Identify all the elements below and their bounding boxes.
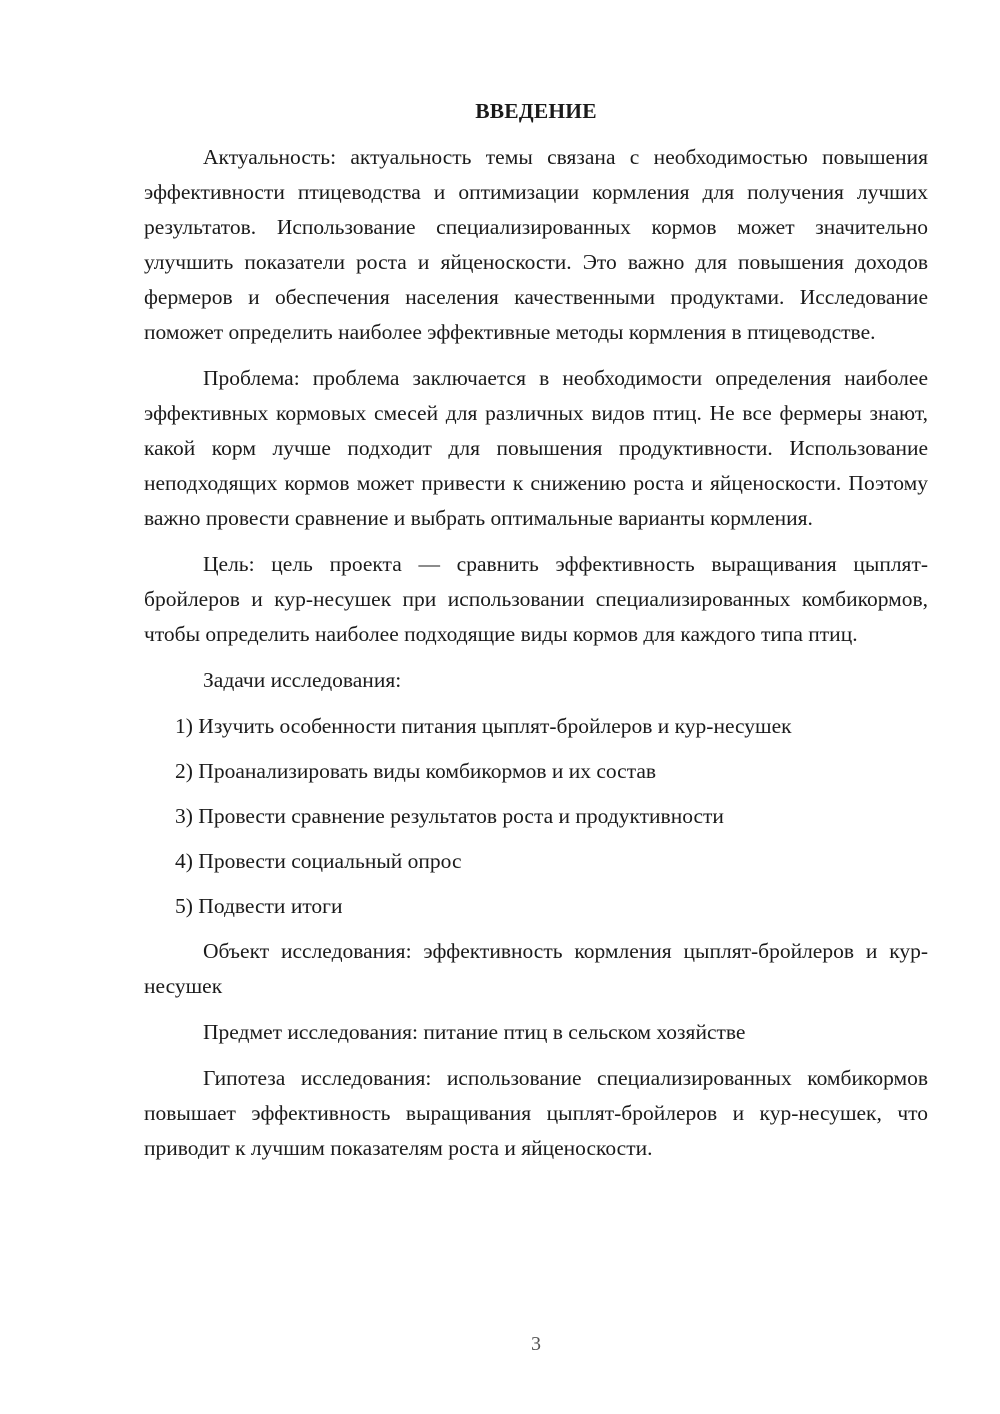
list-item xyxy=(144,844,928,879)
list-item-number: 5) xyxy=(175,894,193,918)
list-item-number: 4) xyxy=(175,849,193,873)
list-item-number: 2) xyxy=(175,759,193,783)
tasks-list xyxy=(144,709,928,924)
list-item xyxy=(144,799,928,834)
page-content xyxy=(144,96,928,1177)
paragraph-object: Объект исследования: эффективность кормления цыплят-бройлеров и кур-несушек xyxy=(144,939,928,998)
tasks-heading: Задачи исследования: xyxy=(203,668,402,692)
list-item-text: Провести социальный опрос xyxy=(198,849,462,873)
list-item xyxy=(144,709,928,744)
page-number: 3 xyxy=(531,1333,541,1355)
paragraph-hypothesis: Гипотеза исследования: использование специализированных комбикормов повышает эффективность выращивания цыплят-бройлеров и кур-несушек, что приводит к лучшим показателям роста и яйценоскости. xyxy=(144,1066,928,1160)
list-item-number: 1) xyxy=(175,714,193,738)
list-item xyxy=(144,889,928,924)
list-item-number: 3) xyxy=(175,804,193,828)
list-item-text: Провести сравнение результатов роста и продуктивности xyxy=(198,804,724,828)
paragraph-problem: Проблема: проблема заключается в необходимости определения наиболее эффективных кормовых смесей для различных видов птиц. Не все фермеры знают, какой корм лучше подходит для повышения продуктивности. Использование неподходящих кормов может привести к снижению роста и яйценоскости. Поэтому важно провести сравнение и выбрать оптимальные варианты кормления. xyxy=(144,366,928,530)
page-title: ВВЕДЕНИЕ xyxy=(475,99,597,123)
list-item-text: Подвести итоги xyxy=(198,894,343,918)
paragraph-relevance: Актуальность: актуальность темы связана с необходимостью повышения эффективности птицеводства и оптимизации кормления для получения лучших результатов. Использование специализированных кормов может значительно улучшить показатели роста и яйценоскости. Это важно для повышения доходов фермеров и обеспечения населения качественными продуктами. Исследование поможет определить наиболее эффективные методы кормления в птицеводстве. xyxy=(144,145,928,344)
list-item xyxy=(144,754,928,789)
paragraph-subject: Предмет исследования: питание птиц в сельском хозяйстве xyxy=(203,1020,746,1044)
list-item-text: Проанализировать виды комбикормов и их состав xyxy=(198,759,657,783)
paragraph-goal: Цель: цель проекта — сравнить эффективность выращивания цыплят-бройлеров и кур-несушек при использовании специализированных комбикормов, чтобы определить наиболее подходящие виды кормов для каждого типа птиц. xyxy=(144,552,928,646)
list-item-text: Изучить особенности питания цыплят-бройлеров и кур-несушек xyxy=(198,714,792,738)
